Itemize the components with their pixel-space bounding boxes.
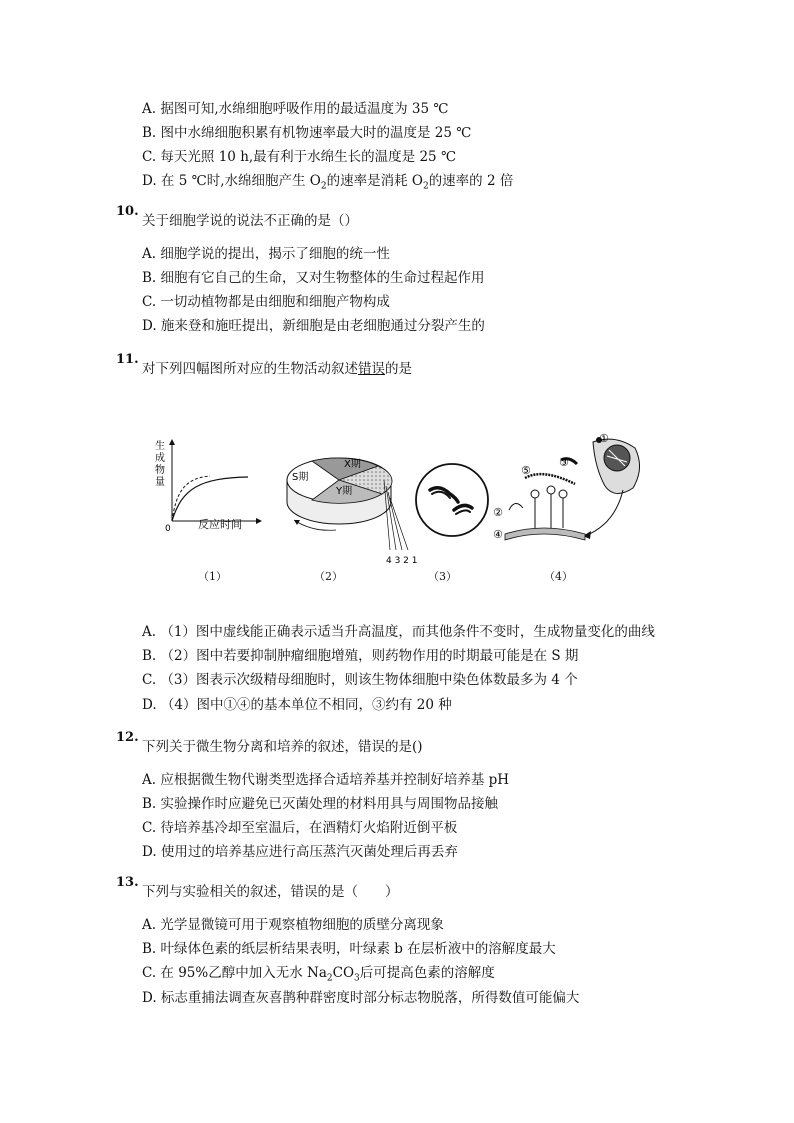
q11-number: 11.	[116, 352, 139, 367]
q10-option-d: D. 施来登和施旺提出，新细胞是由老细胞通过分裂产生的	[142, 318, 485, 334]
fig1-ylabel-2: 成	[155, 453, 165, 464]
q12-number: 12.	[116, 730, 139, 745]
q12-stem: 下列关于微生物分离和培养的叙述，错误的是()	[142, 739, 423, 755]
q13-option-c: C. 在 95%乙醇中加入无水 $Na_2CO_3$后可提高色素的溶解度	[142, 965, 495, 984]
q11-option-c: C. （3）图表示次级精母细胞时，则该生物体细胞中染色体数最多为 4 个	[142, 672, 578, 688]
q9-option-d: D. 在 5 ℃时,水绵细胞产生 $O_2$的速率是消耗 $O_2$的速率的 2 倍	[142, 173, 514, 192]
fig2-numbers: 4 3 2 1	[386, 556, 418, 566]
q12-option-a: A. 应根据微生物代谢类型选择合适培养基并控制好培养基 pH	[142, 772, 510, 788]
fig2-caption: （2）	[314, 570, 343, 583]
q11-stem: 对下列四幅图所对应的生物活动叙述错误的是	[142, 361, 412, 377]
fig2-label-s: S期	[292, 472, 309, 483]
q10-number: 10.	[116, 204, 139, 219]
fig1-ylabel-4: 量	[155, 477, 165, 488]
q12-option-c: C. 待培养基冷却至室温后，在酒精灯火焰附近倒平板	[142, 820, 458, 836]
q10-option-a: A. 细胞学说的提出，揭示了细胞的统一性	[142, 246, 390, 262]
figure-3-cell	[412, 458, 492, 543]
fig2-label-x: X期	[344, 459, 361, 470]
q13-number: 13.	[116, 875, 139, 890]
fig4-mark-5: ⑤	[521, 464, 531, 477]
figure-2-cell-cycle	[282, 450, 418, 570]
fig1-origin: 0	[165, 524, 171, 534]
fig2-label-y: Y期	[336, 486, 353, 497]
q13-option-a: A. 光学显微镜可用于观察植物细胞的质壁分离现象	[142, 917, 444, 933]
fig1-xlabel: 反应时间	[198, 518, 242, 531]
q9-option-a: A. 据图可知,水绵细胞呼吸作用的最适温度为 35 ℃	[142, 101, 449, 117]
fig3-caption: （3）	[428, 570, 457, 583]
q10-option-c: C. 一切动植物都是由细胞和细胞产物构成	[142, 294, 390, 310]
q11-figures	[150, 428, 650, 588]
q9-option-c: C. 每天光照 10 h,最有利于水绵生长的温度是 25 ℃	[142, 149, 457, 165]
q12-option-b: B. 实验操作时应避免已灭菌处理的材料用具与周围物品接触	[142, 796, 499, 812]
q11-option-b: B. （2）图中若要抑制肿瘤细胞增殖，则药物作用的时期最可能是在 S 期	[142, 648, 579, 664]
fig4-mark-4: ④	[493, 528, 503, 541]
q13-option-b: B. 叶绿体色素的纸层析结果表明，叶绿素 b 在层析液中的溶解度最大	[142, 941, 556, 957]
q11-option-a: A. （1）图中虚线能正确表示适当升高温度，而其他条件不变时，生成物量变化的曲线	[142, 624, 655, 640]
q13-stem: 下列与实验相关的叙述，错误的是（ ）	[142, 884, 399, 900]
q9-option-b: B. 图中水绵细胞积累有机物速率最大时的温度是 25 ℃	[142, 125, 472, 141]
q13-option-d: D. 标志重捕法调查灰喜鹊种群密度时部分标志物脱落，所得数值可能偏大	[142, 990, 580, 1006]
fig4-mark-2: ②	[493, 506, 503, 519]
figure-4-schematic	[495, 428, 645, 558]
fig4-mark-3: ③	[559, 456, 569, 469]
fig4-caption: （4）	[544, 570, 573, 583]
q11-option-d: D. （4）图中①④的基本单位不相同，③约有 20 种	[142, 697, 452, 713]
fig1-ylabel-1: 生	[155, 441, 165, 452]
q10-option-b: B. 细胞有它自己的生命，又对生物整体的生命过程起作用	[142, 270, 485, 286]
fig1-ylabel-3: 物	[155, 465, 165, 476]
fig1-caption: （1）	[198, 570, 227, 583]
q10-stem: 关于细胞学说的说法不正确的是（）	[142, 213, 358, 229]
q12-option-d: D. 使用过的培养基应进行高压蒸汽灭菌处理后再丢弃	[142, 844, 458, 860]
fig4-mark-1: ①	[599, 432, 609, 445]
